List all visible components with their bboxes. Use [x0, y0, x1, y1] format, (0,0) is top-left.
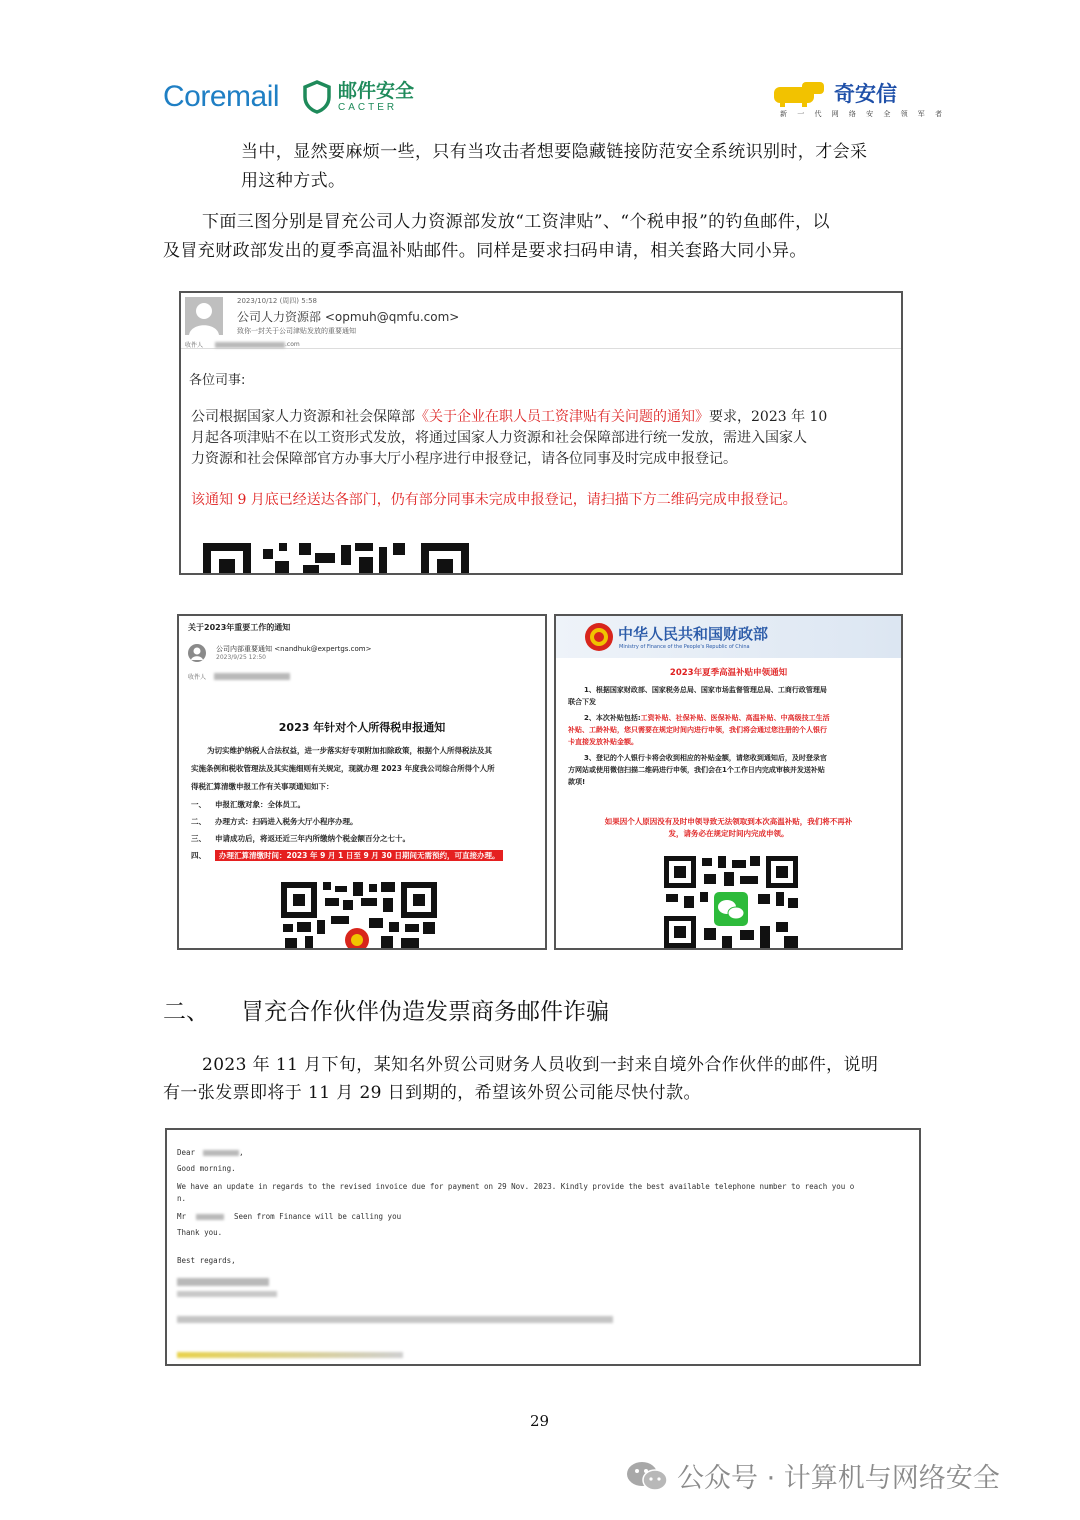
- section-number: 二、: [163, 999, 209, 1025]
- mof-warning: 如果因个人原因没有及时申领导致无法领取到本次高温补贴，我们将不再补 发，请务必在规定时间内完成申领。: [604, 817, 853, 838]
- deadline-highlight: 办理汇算清缴时间：2023 年 9 月 1 日至 9 月 30 日期间无需预约，可直接办理。: [215, 850, 503, 861]
- email-screenshot-invoice: [165, 1128, 921, 1366]
- email-header: [181, 293, 901, 349]
- email4-regards: Best regards,: [177, 1256, 236, 1265]
- cacter-cn: 邮件安全: [338, 79, 415, 102]
- qax-cn: 奇安信: [834, 82, 897, 106]
- list-item: 三、 申请成功后，将返还近三年内所缴纳个税金额百分之七十。: [191, 834, 410, 843]
- notice-link: 《关于企业在职人员工资津贴有关问题的通知》: [415, 409, 709, 425]
- qr-code-partial: [203, 541, 473, 575]
- qax-slogan: 新 一 代 网 络 安 全 领 军 者: [780, 110, 947, 118]
- para2-line1: 下面三图分别是冒充公司人力资源部发放“工资津贴”、“个税申报”的钓鱼邮件，以: [202, 212, 830, 232]
- email2-date: 2023/9/25 12:50: [216, 654, 266, 661]
- email4-morning: Good morning.: [177, 1164, 236, 1173]
- email-body: [191, 407, 901, 470]
- list-item: 四、 办理汇算清缴时间：2023 年 9 月 1 日至 9 月 30 日期间无需预约，可直接办理。: [191, 847, 543, 864]
- email-screenshot-mof: [554, 614, 903, 950]
- list-item: 一、 申报汇缴对象：全体员工。: [191, 800, 305, 809]
- qr-code: [664, 856, 798, 948]
- watermark: [625, 1456, 1000, 1495]
- ministry-en: Ministry of Finance of the People's Republic of China: [619, 644, 750, 650]
- watermark-text: 公众号 · 计算机与网络安全: [677, 1463, 1000, 1494]
- email4-mr: Mr Seen from Finance will be calling you: [177, 1212, 402, 1221]
- avatar: [188, 644, 206, 662]
- email-to: [185, 340, 300, 349]
- national-emblem-icon: [584, 622, 614, 652]
- para2-line2: 及冒充财政部发出的夏季高温补贴邮件。同样是要求扫码申请，相关套路大同小异。: [163, 241, 807, 261]
- para3-line1: 2023 年 11 月下旬，某知名外贸公司财务人员收到一封来自境外合作伙伴的邮件，说明: [202, 1055, 879, 1075]
- qr-code: [281, 882, 437, 948]
- ministry-cn: 中华人民共和国财政部: [618, 625, 769, 643]
- email2-list: [191, 796, 543, 864]
- avatar: [185, 297, 223, 335]
- email2-title: 关于2023年重要工作的通知: [188, 623, 291, 632]
- email2-to: 收件人: [188, 672, 290, 681]
- shield-icon: [302, 80, 332, 114]
- redacted-address: [214, 673, 290, 680]
- qax-mark-icon: [772, 79, 830, 107]
- para1-line2: 用这种方式。: [241, 171, 346, 191]
- email-greeting: 各位司事:: [189, 373, 246, 388]
- cacter-en: CACTER: [338, 101, 398, 113]
- para3-line2: 有一张发票即将于 11 月 29 日到期的，希望该外贸公司能尽快付款。: [163, 1083, 701, 1103]
- email-screenshot-tax: [177, 614, 547, 950]
- page-number: 29: [530, 1412, 550, 1430]
- email-warning: 该通知 9 月底已经送达各部门，仍有部分同事未完成申报登记，请扫描下方二维码完成申报登记。: [191, 492, 797, 508]
- email4-dear: Dear ,: [177, 1148, 244, 1157]
- email2-heading: 2023 年针对个人所得税申报通知: [278, 721, 446, 734]
- mof-body: 1、根据国家财政部、国家税务总局、国家市场监督管理总局、工商行政管理局 联合下发 2、本次补贴包括:工资补贴、社保补贴、医保补贴、高温补贴、中高级技工生活 补贴、工龄补贴，您只需要在规定时间内进行申领，我们将会通过您注册的个人银行 卡直接发放补贴金额。 3、登记的个人银行卡将会收到相应的补贴金额，请您收到通知后，及时登录官 方网站或使用微信扫描二维码进行申领，我们会在1个工作日内完成审核并发送补贴 款项!: [568, 686, 830, 786]
- cacter-logo: [302, 80, 414, 114]
- to-suffix: .com: [285, 341, 300, 348]
- email4-signature: [177, 1278, 277, 1297]
- email4-contact: [177, 1316, 613, 1323]
- list-item: 二、 办理方式：扫码进入税务大厅小程序办理。: [191, 817, 358, 826]
- email-body-line3: 力资源和社会保障部官方办事大厅小程序进行申报登记，请各位同事及时完成申报登记。: [191, 451, 737, 467]
- wechat-icon: [625, 1459, 669, 1493]
- redacted-name: [196, 1214, 224, 1220]
- email4-thanks: Thank you.: [177, 1228, 223, 1237]
- email-date: 2023/10/12 (周四) 5:58: [237, 297, 317, 305]
- mof-banner: [556, 616, 901, 658]
- email-subject: 致你一封关于公司津贴发放的重要通知: [237, 327, 356, 335]
- email-body-line2: 月起各项津贴不在以工资形式发放，将通过国家人力资源和社会保障部进行统一发放，需进入国家人: [191, 430, 807, 446]
- email-sender: 公司人力资源部 <opmuh@qmfu.com>: [237, 310, 460, 324]
- email2-intro: 为切实维护纳税人合法权益，进一步落实好专项附加扣除政策，根据个人所得税法及其 实施条例和税收管理法及其实施细则有关规定，现就办理 2023 年度我公司综合所得个人所 得税汇算清缴申报工作有关事项通知如下：: [191, 746, 495, 791]
- to-label: 收件人: [185, 342, 204, 349]
- email4-line1b: n.: [177, 1194, 187, 1203]
- redacted-address: [215, 342, 285, 348]
- email-screenshot-hr: [179, 291, 903, 575]
- email4-line1: We have an update in regards to the revised invoice due for payment on 29 Nov. 2023. Kindly provide the best available telephone number to reach you o: [177, 1182, 855, 1191]
- user-icon: [185, 297, 223, 335]
- qax-logo: [772, 78, 897, 108]
- mof-title: 2023年夏季高温补贴申领通知: [669, 668, 788, 678]
- section-title: 冒充合作伙伴伪造发票商务邮件诈骗: [241, 999, 609, 1025]
- user-icon: [188, 644, 206, 662]
- email-body-line1: 公司根据国家人力资源和社会保障部《关于企业在职人员工资津贴有关问题的通知》要求，2023 年 10: [191, 409, 828, 425]
- email2-sender: 公司内部重要通知 <nandhuk@expertgs.com>: [216, 645, 372, 653]
- redacted-name: [203, 1150, 239, 1156]
- email4-footer: [177, 1352, 403, 1358]
- para1-line1: 当中，显然要麻烦一些，只有当攻击者想要隐藏链接防范安全系统识别时，才会采: [241, 142, 868, 162]
- coremail-logo: Coremail: [163, 80, 280, 113]
